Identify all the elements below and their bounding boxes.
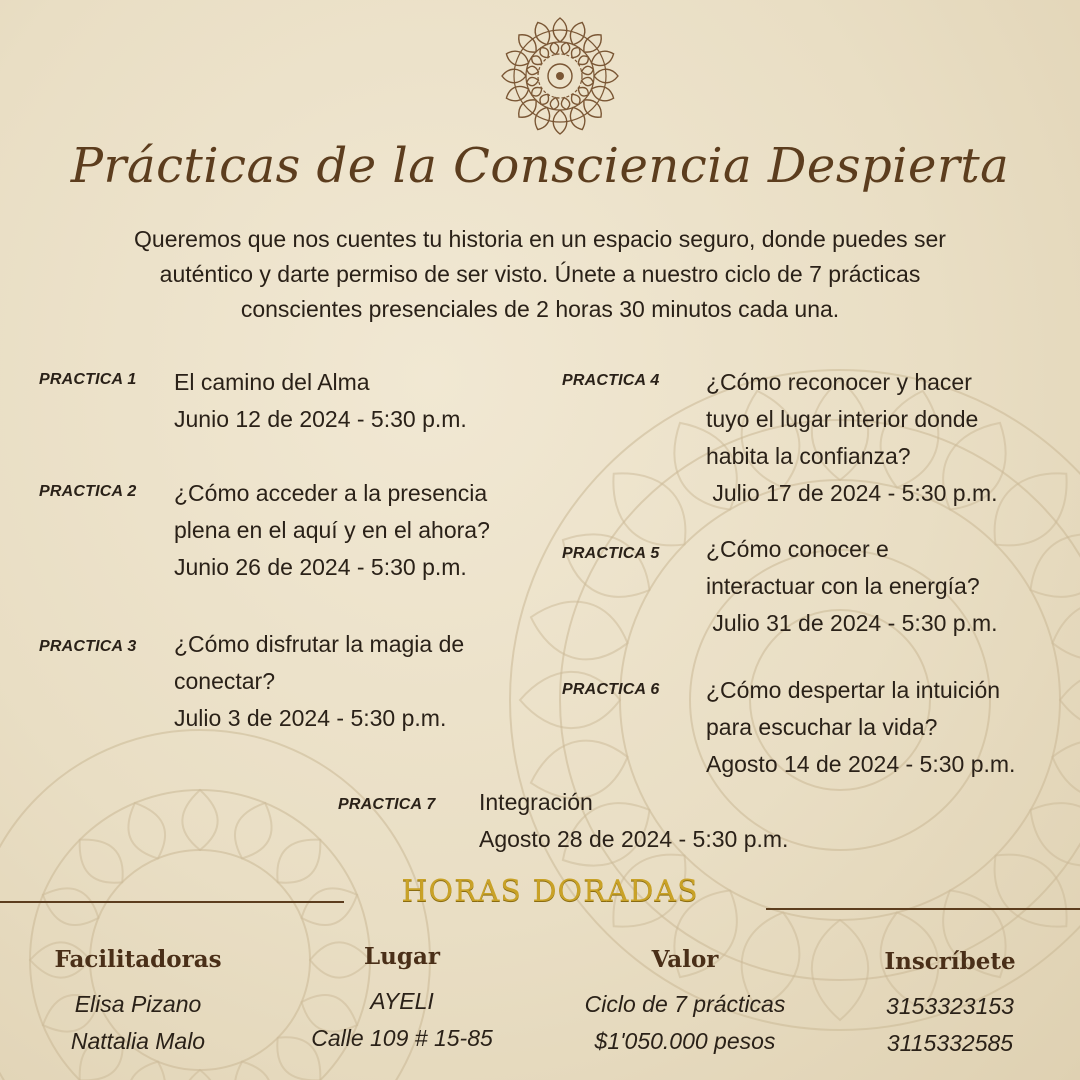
- horas-doradas-banner: HORAS DORADAS: [401, 874, 699, 909]
- footer-line: Calle 109 # 15-85: [311, 1025, 493, 1051]
- practice-line: El camino del Alma: [174, 369, 370, 395]
- practice-1-label: PRACTICA 1: [39, 371, 137, 388]
- practice-3-label: PRACTICA 3: [39, 638, 137, 655]
- practice-date: Julio 3 de 2024 - 5:30 p.m.: [174, 705, 447, 731]
- practice-line: Integración: [479, 789, 593, 815]
- mandala-logo: [500, 16, 620, 136]
- practice-5-label: PRACTICA 5: [562, 545, 660, 562]
- footer-lugar: [272, 943, 532, 1057]
- footer-line: AYELI: [370, 988, 434, 1014]
- practice-date: Junio 26 de 2024 - 5:30 p.m.: [174, 554, 467, 580]
- footer-heading: Inscríbete: [884, 948, 1016, 975]
- practice-line: ¿Cómo despertar la intuición: [706, 677, 1001, 703]
- footer-heading: Lugar: [364, 943, 440, 970]
- divider-right: [766, 908, 1080, 910]
- practice-line: tuyo el lugar interior donde: [706, 406, 979, 432]
- practice-4-text: [706, 364, 998, 512]
- practice-4-label: PRACTICA 4: [562, 372, 660, 389]
- practice-line: plena en el aquí y en el ahora?: [174, 517, 490, 543]
- footer-heading: Valor: [651, 946, 719, 973]
- footer-line: Elisa Pizano: [74, 991, 202, 1017]
- practice-date: Agosto 28 de 2024 - 5:30 p.m.: [479, 826, 789, 852]
- practice-line: ¿Cómo reconocer y hacer: [706, 369, 972, 395]
- practice-3-text: [174, 626, 464, 737]
- intro-line: Queremos que nos cuentes tu historia en un espacio seguro, donde puedes ser: [134, 226, 946, 252]
- footer-phone: 3115332585: [886, 1030, 1014, 1056]
- footer-valor: [555, 946, 815, 1060]
- practice-line: habita la confianza?: [706, 443, 911, 469]
- page-title: Prácticas de la Consciencia Despierta: [70, 138, 1010, 194]
- intro-line: auténtico y darte permiso de ser visto. Únete a nuestro ciclo de 7 prácticas: [159, 261, 921, 287]
- divider-left: [0, 901, 344, 903]
- practice-6-text: [706, 672, 1015, 783]
- footer-inscribete: [820, 948, 1080, 1062]
- practice-date: Julio 17 de 2024 - 5:30 p.m.: [706, 480, 998, 506]
- practice-line: interactuar con la energía?: [706, 573, 980, 599]
- footer-line: Nattalia Malo: [70, 1028, 206, 1054]
- practice-2-text: [174, 475, 490, 586]
- intro-line: conscientes presenciales de 2 horas 30 minutos cada una.: [240, 296, 840, 322]
- practice-1-text: [174, 364, 467, 438]
- intro-text: [60, 222, 1020, 327]
- practice-line: conectar?: [174, 668, 276, 694]
- footer-line: $1'050.000 pesos: [594, 1028, 776, 1054]
- practice-date: Junio 12 de 2024 - 5:30 p.m.: [174, 406, 467, 432]
- practice-line: ¿Cómo disfrutar la magia de: [174, 631, 465, 657]
- practice-7-label: PRACTICA 7: [338, 796, 436, 813]
- practice-line: para escuchar la vida?: [706, 714, 938, 740]
- footer-line: Ciclo de 7 prácticas: [584, 991, 786, 1017]
- practice-7-text: [479, 784, 788, 858]
- practice-line: ¿Cómo acceder a la presencia: [174, 480, 488, 506]
- practice-line: ¿Cómo conocer e: [706, 536, 889, 562]
- practice-2-label: PRACTICA 2: [39, 483, 137, 500]
- practice-date: Julio 31 de 2024 - 5:30 p.m.: [706, 610, 998, 636]
- practice-5-text: [706, 531, 998, 642]
- practice-date: Agosto 14 de 2024 - 5:30 p.m.: [706, 751, 1016, 777]
- practice-6-label: PRACTICA 6: [562, 681, 660, 698]
- footer-heading: Facilitadoras: [54, 946, 222, 973]
- footer-facilitadoras: [8, 946, 268, 1060]
- footer-phone: 3153323153: [886, 993, 1014, 1019]
